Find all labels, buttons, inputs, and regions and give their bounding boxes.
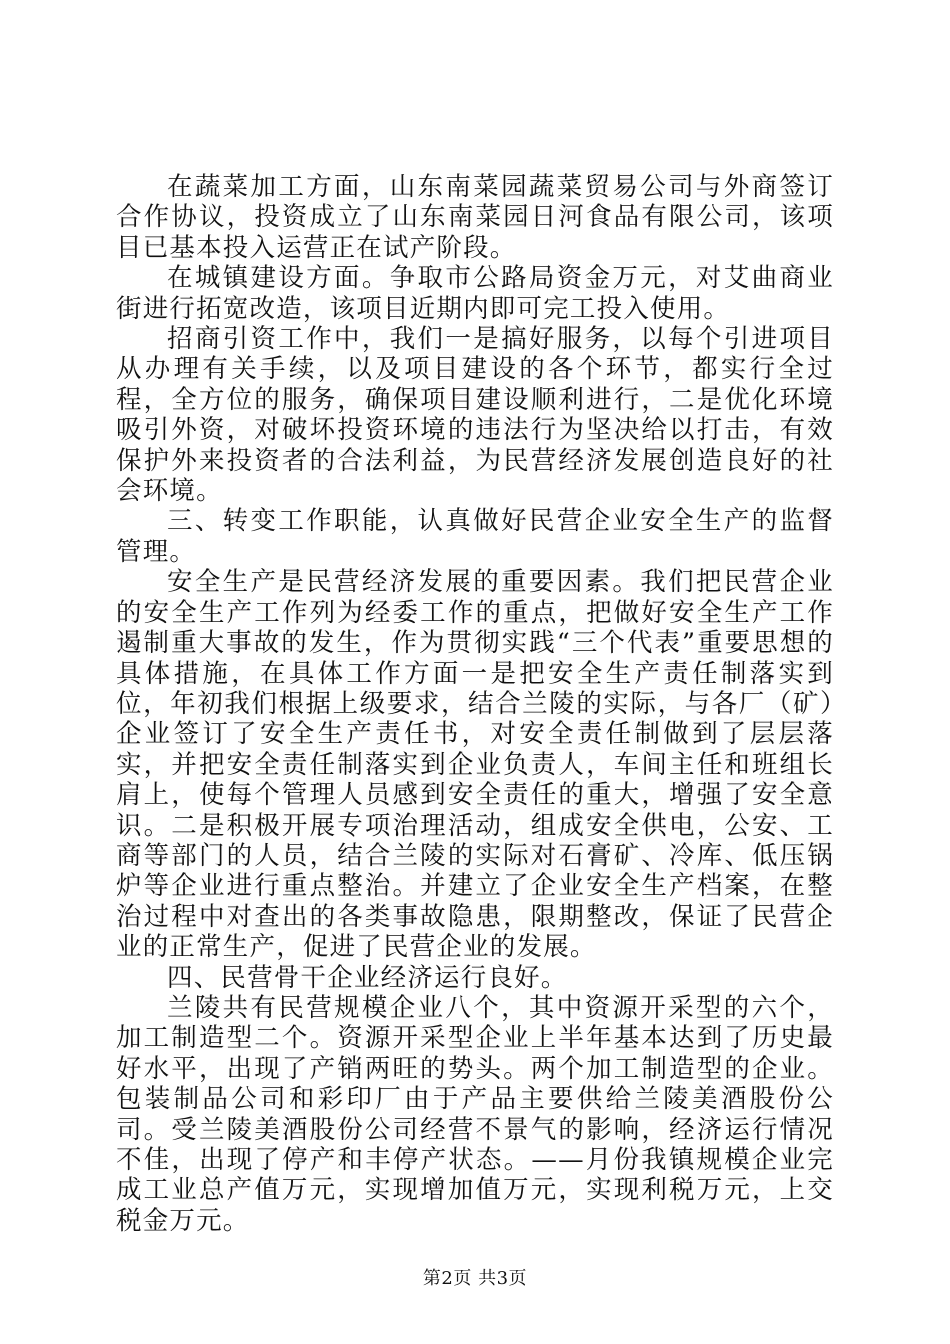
paragraph-private-enterprises: 兰陵共有民营规模企业八个，其中资源开采型的六个，加工制造型二个。资源开采型企业上半年基本达到了历史最好水平，出现了产销两旺的势头。两个加工制造型的企业。包装制品公司和彩印厂由于产品主要供给兰陵美酒股份公司。受兰陵美酒股份公司经营不景气的影响，经济运行情况不佳，出现了停产和丰停产状态。——月份我镇规模企业完成工业总产值万元，实现增加值万元，实现利税万元，上交税金万元。 <box>116 992 834 1236</box>
paragraph-town-construction: 在城镇建设方面。争取市公路局资金万元，对艾曲商业街进行拓宽改造，该项目近期内即可完工投入使用。 <box>116 263 834 324</box>
paragraph-vegetable-processing: 在蔬菜加工方面，山东南菜园蔬菜贸易公司与外商签订合作协议，投资成立了山东南菜园日河食品有限公司，该项目已基本投入运营正在试产阶段。 <box>116 172 834 263</box>
page-footer: 第2页 共3页 <box>422 1268 528 1289</box>
paragraph-production-safety: 安全生产是民营经济发展的重要因素。我们把民营企业的安全生产工作列为经委工作的重点，把做好安全生产工作遏制重大事故的发生，作为贯彻实践“三个代表”重要思想的具体措施，在具体工作方面一是把安全生产责任制落实到位，年初我们根据上级要求，结合兰陵的实际，与各厂（矿）企业签订了安全生产责任书，对安全责任制做到了层层落实，并把安全责任制落实到企业负责人，车间主任和班组长肩上，使每个管理人员感到安全责任的重大，增强了安全意识。二是积极开展专项治理活动，组成安全供电，公安、工商等部门的人员，结合兰陵的实际对石膏矿、冷库、低压锅炉等企业进行重点整治。并建立了企业安全生产档案，在整治过程中对查出的各类事故隐患，限期整改，保证了民营企业的正常生产，促进了民营企业的发展。 <box>116 567 834 963</box>
section-heading-three: 三、转变工作职能，认真做好民营企业安全生产的监督管理。 <box>116 506 834 567</box>
section-heading-four: 四、民营骨干企业经济运行良好。 <box>167 962 568 993</box>
paragraph-investment-attraction: 招商引资工作中，我们一是搞好服务，以每个引进项目从办理有关手续，以及项目建设的各个环节，都实行全过程，全方位的服务，确保项目建设顺利进行，二是优化环境吸引外资，对破坏投资环境的违法行为坚决给以打击，有效保护外来投资者的合法利益，为民营经济发展创造良好的社会环境。 <box>116 324 834 507</box>
document-body <box>116 172 834 1236</box>
